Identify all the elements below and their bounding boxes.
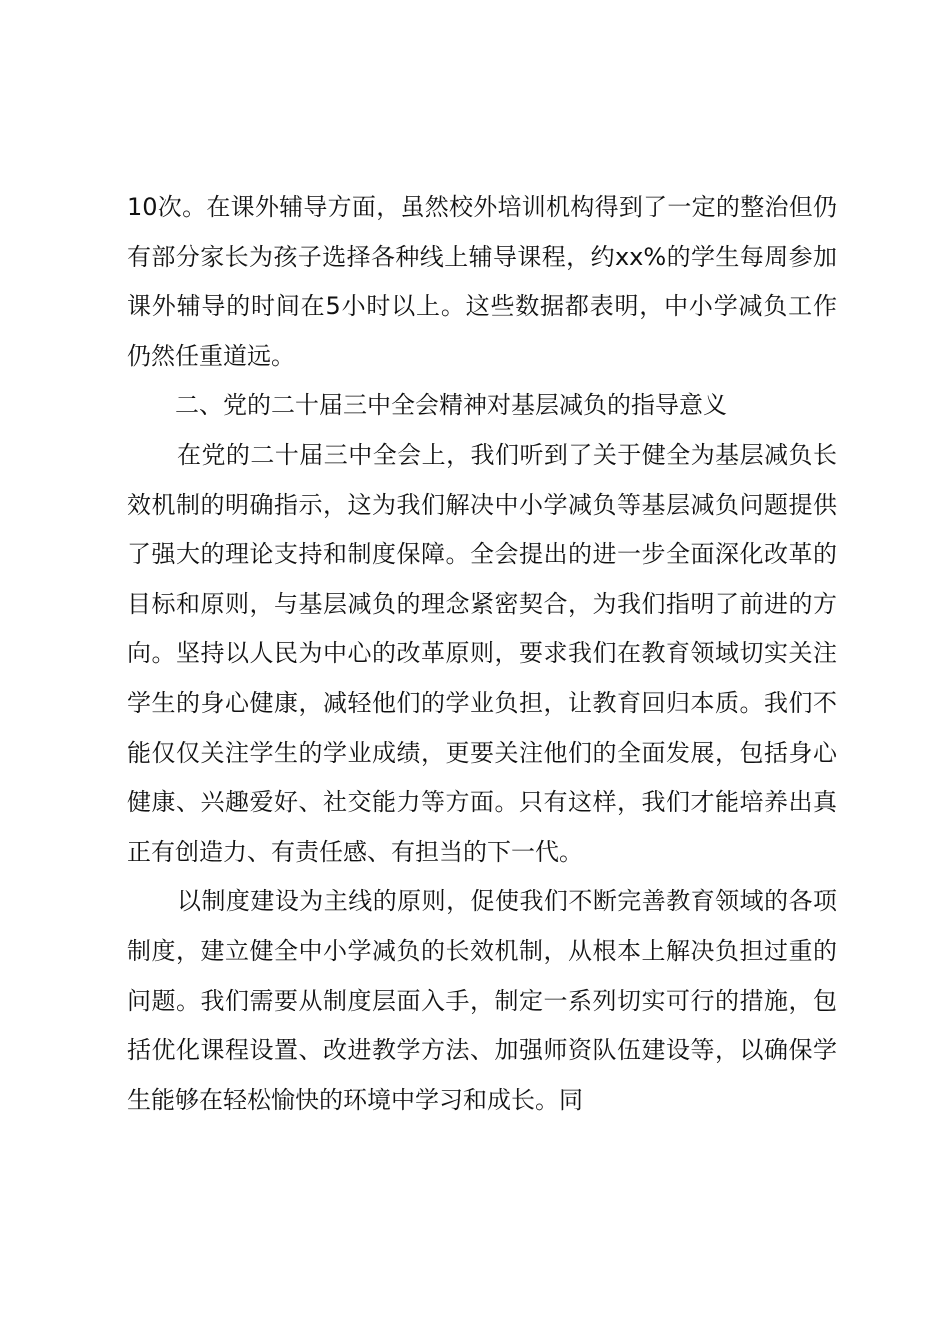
paragraph: 在党的二十届三中全会上，我们听到了关于健全为基层减负长效机制的明确指示，这为我们解决中小学减负等基层减负问题提供了强大的理论支持和制度保障。全会提出的进一步全面深化改革的目标和原则，与基层减负的理念紧密契合，为我们指明了前进的方向。坚持以人民为中心的改革原则，要求我们在教育领域切实关注学生的身心健康，减轻他们的学业负担，让教育回归本质。我们不能仅仅关注学生的学业成绩，更要关注他们的全面发展，包括身心健康、兴趣爱好、社交能力等方面。只有这样，我们才能培养出真正有创造力、有责任感、有担当的下一代。 — [127, 440, 837, 866]
document-body — [127, 183, 837, 1125]
paragraph-continuation: 10次。在课外辅导方面，虽然校外培训机构得到了一定的整治但仍有部分家长为孩子选择各种线上辅导课程，约xx%的学生每周参加课外辅导的时间在5小时以上。这些数据都表明，中小学减负工作仍然任重道远。 — [127, 193, 837, 370]
paragraph: 以制度建设为主线的原则，促使我们不断完善教育领域的各项制度，建立健全中小学减负的长效机制，从根本上解决负担过重的问题。我们需要从制度层面入手，制定一系列切实可行的措施，包括优化课程设置、改进教学方法、加强师资队伍建设等，以确保学生能够在轻松愉快的环境中学习和成长。同 — [127, 887, 837, 1114]
section-heading: 二、党的二十届三中全会精神对基层减负的指导意义 — [175, 391, 727, 420]
